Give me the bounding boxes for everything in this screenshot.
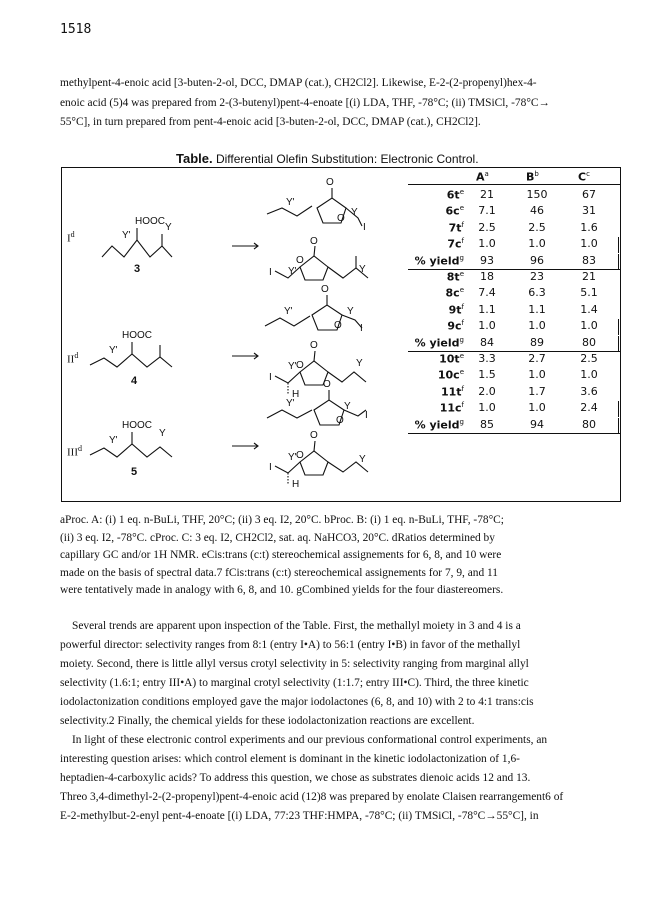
row-label: $8t^e$ xyxy=(446,270,464,284)
body-line: moiety. Second, there is little allyl versus crotyl selectivity in 5: selectivity ranging from marginal allyl xyxy=(60,658,529,670)
table-row xyxy=(408,385,620,401)
table-row xyxy=(408,286,620,302)
entry-label-3: III$^d$ xyxy=(67,444,82,459)
body-text xyxy=(60,617,620,826)
cell-a: 2.5 xyxy=(478,220,496,234)
cell-c: 1.4 xyxy=(580,302,598,316)
right-rule xyxy=(618,319,619,335)
cell-c: 1.0 xyxy=(580,237,598,251)
table-caption-label: Table. xyxy=(176,151,213,166)
carbonyl-oxygen: O xyxy=(321,284,329,295)
ring-oxygen: O xyxy=(296,255,304,266)
row-label: $8c^e$ xyxy=(445,286,464,301)
cell-c: 80 xyxy=(582,335,596,349)
body-line: selectivity.2 Finally, the chemical yields for these iodolactonization reactions are excellent. xyxy=(60,715,475,727)
lactone-ring-11 xyxy=(300,451,328,475)
cell-a: 21 xyxy=(480,188,494,201)
table-row xyxy=(408,221,620,237)
hydrogen-label: H xyxy=(292,479,300,490)
compound-number: 5 xyxy=(131,466,138,478)
column-header-b: $B^b$ xyxy=(526,170,539,184)
row-label: $7c^f$ xyxy=(447,237,464,251)
table-row xyxy=(408,336,620,352)
substituent-label: Y xyxy=(344,401,351,412)
cell-c: 5.1 xyxy=(580,286,598,300)
results-table xyxy=(61,167,621,502)
cell-a: 1.0 xyxy=(478,319,496,333)
cell-c: 83 xyxy=(582,253,596,267)
ring-oxygen: O xyxy=(296,360,304,371)
carbonyl-oxygen: O xyxy=(326,177,334,188)
product-11-chain xyxy=(275,462,300,473)
row-label: $11c^f$ xyxy=(439,401,464,415)
cell-b: 94 xyxy=(530,417,544,431)
row-label: $6c^e$ xyxy=(445,204,464,219)
table-row xyxy=(408,368,620,384)
footnote-line: were tentatively made in analogy with 6, 8, and 10. gCombined yields for the four diastereomers. xyxy=(60,584,504,596)
body-line: Several trends are apparent upon inspection of the Table. First, the methallyl moiety in 3 and 4 is a xyxy=(72,620,521,632)
substituent-label: Y xyxy=(159,428,166,439)
cell-c: 31 xyxy=(582,204,596,218)
substituent-label: Y' xyxy=(109,435,118,446)
cell-b: 1.0 xyxy=(528,368,546,382)
intro-line: 55°C], in turn prepared from pent-4-enoic acid [3-buten-2-ol, DCC, DMAP (cat.), CH2Cl2]. xyxy=(60,116,481,128)
table-caption-text: Differential Olefin Substitution: Electronic Control. xyxy=(215,152,479,166)
right-rule xyxy=(618,401,619,417)
substituent-label: Y xyxy=(351,207,358,218)
header-rule xyxy=(408,184,620,185)
acid-label: HOOC xyxy=(122,330,152,341)
body-line: iodolactonization conditions employed gave the major iodolactones (6, 8, and 10) with 2 to 4:1 trans:cis xyxy=(60,696,534,708)
cell-b: 46 xyxy=(530,204,544,218)
iodine-label: I xyxy=(269,372,272,383)
cell-c: 1.0 xyxy=(580,319,598,333)
cell-c: 1.0 xyxy=(580,368,598,382)
carbonyl-oxygen: O xyxy=(310,430,318,441)
cell-a: 1.0 xyxy=(478,401,496,415)
reaction-scheme xyxy=(62,168,408,501)
body-line: interesting question arises: which control element is dominant in the kinetic iodolactonization of 1,6- xyxy=(60,753,520,765)
body-line: In light of these electronic control experiments and our previous conformational control experiments, an xyxy=(72,734,548,746)
substituent-label: Y' xyxy=(122,230,131,241)
ring-oxygen: O xyxy=(296,450,304,461)
table-row xyxy=(408,418,620,434)
cell-a: 3.3 xyxy=(478,352,496,365)
right-rule xyxy=(618,254,619,270)
cell-a: 1.5 xyxy=(478,368,496,382)
substrate-5-skeleton xyxy=(90,444,172,457)
cell-c: 67 xyxy=(582,188,596,201)
iodine-label: I xyxy=(269,462,272,473)
cell-b: 1.0 xyxy=(528,237,546,251)
table-row xyxy=(408,237,620,253)
cell-a: 1.0 xyxy=(478,237,496,251)
acid-label: HOOC xyxy=(122,420,152,431)
intro-paragraph xyxy=(60,74,620,133)
cell-b: 1.7 xyxy=(528,384,546,398)
compound-number: 3 xyxy=(134,263,141,275)
body-line: powerful director: selectivity ranges from 8:1 (entry I•A) to 56:1 (entry I•B) in favor of the methallyl xyxy=(60,639,521,651)
cell-b: 1.0 xyxy=(528,401,546,415)
table-row xyxy=(408,204,620,220)
ring-oxygen: O xyxy=(336,415,344,426)
cell-a: 7.4 xyxy=(478,286,496,300)
cell-c: 2.5 xyxy=(580,352,598,365)
cell-c: 3.6 xyxy=(580,384,598,398)
iodine-label: I xyxy=(360,323,363,334)
row-label: $6t^e$ xyxy=(446,188,464,202)
table-row xyxy=(408,254,620,270)
cell-a: 2.0 xyxy=(478,384,496,398)
carbonyl-oxygen: O xyxy=(310,236,318,247)
row-label: % yield$^g$ xyxy=(414,417,464,432)
cell-b: 2.5 xyxy=(528,220,546,234)
cell-b: 1.1 xyxy=(528,302,546,316)
substituent-label: Y' xyxy=(288,452,297,463)
substituent-label: Y' xyxy=(286,197,295,208)
right-rule xyxy=(618,237,619,253)
table-row xyxy=(408,188,620,204)
substituent-label: Y' xyxy=(286,398,295,409)
substituent-label: Y' xyxy=(284,306,293,317)
footnote-line: aProc. A: (i) 1 eq. n-BuLi, THF, 20°C; (ii) 3 eq. I2, 20°C. bProc. B: (i) 1 eq. n-BuLi, THF, -78°C; xyxy=(60,514,504,526)
group-rule xyxy=(408,433,620,434)
cell-c: 1.6 xyxy=(580,220,598,234)
column-header-a: $A^a$ xyxy=(476,170,489,184)
substituent-label: Y' xyxy=(288,266,297,277)
body-line: Threo 3,4-dimethyl-2-(2-propenyl)pent-4-enoic acid (12)8 was prepared by enolate Claisen rearrangement6 of xyxy=(60,791,564,803)
cell-a: 18 xyxy=(480,270,494,283)
row-label: $10t^e$ xyxy=(439,352,464,366)
row-label: % yield$^g$ xyxy=(414,335,464,350)
cell-a: 7.1 xyxy=(478,204,496,218)
substituent-label: Y' xyxy=(288,361,297,372)
cell-c: 2.4 xyxy=(580,401,598,415)
cell-c: 21 xyxy=(582,270,596,283)
substituent-label: Y xyxy=(359,264,366,275)
cell-a: 1.1 xyxy=(478,302,496,316)
substituent-label: Y xyxy=(356,358,363,369)
table-row xyxy=(408,270,620,286)
right-rule xyxy=(618,336,619,352)
table-row xyxy=(408,352,620,368)
cell-b: 6.3 xyxy=(528,286,546,300)
cell-b: 2.7 xyxy=(528,352,546,365)
table-caption xyxy=(176,151,479,166)
cell-b: 89 xyxy=(530,335,544,349)
intro-line: methylpent-4-enoic acid [3-buten-2-ol, DCC, DMAP (cat.), CH2Cl2]. Likewise, E-2-(2-propenyl)hex-4- xyxy=(60,77,537,89)
cell-b: 1.0 xyxy=(528,319,546,333)
row-label: $10c^e$ xyxy=(437,368,464,383)
hydrogen-label: H xyxy=(292,389,300,400)
cell-a: 85 xyxy=(480,417,494,431)
table-row xyxy=(408,303,620,319)
carbonyl-oxygen: O xyxy=(323,379,331,390)
footnote-line: (ii) 3 eq. I2, -78°C. cProc. C: 3 eq. I2, CH2Cl2, sat. aq. NaHCO3, 20°C. dRatios determined by xyxy=(60,531,495,544)
product-8-chain xyxy=(265,316,310,326)
column-header-c: $C^c$ xyxy=(578,170,590,184)
cell-a: 84 xyxy=(480,335,494,349)
row-label: $9c^f$ xyxy=(447,319,464,333)
body-line: heptadien-4-carboxylic acids? To address this question, we chose as substrates dienoic acids 12 and 13. xyxy=(60,772,531,784)
iodine-label: I xyxy=(365,410,368,421)
cell-a: 93 xyxy=(480,253,494,267)
table-row xyxy=(408,401,620,417)
substituent-label: Y xyxy=(359,454,366,465)
iodine-label: I xyxy=(269,267,272,278)
footnote-line: made on the basis of spectral data.7 fCis:trans (c:t) stereochemical assignements for 7, 9, and 11 xyxy=(60,566,498,579)
substituent-label: Y xyxy=(165,222,172,233)
cell-b: 23 xyxy=(530,270,544,283)
table-row xyxy=(408,319,620,335)
footnote-line: capillary GC and/or 1H NMR. eCis:trans (c:t) stereochemical assignements for 6, 8, and 10 were xyxy=(60,549,502,561)
iodine-label: I xyxy=(363,222,366,233)
row-label: % yield$^g$ xyxy=(414,253,464,268)
body-line: selectivity (1.6:1; entry III•A) to marginal crotyl selectivity (1:1.7; entry III•C). Third, the three kinetic xyxy=(60,677,529,689)
table-footnotes xyxy=(60,512,620,600)
intro-line: enoic acid (5)4 was prepared from 2-(3-butenyl)pent-4-enoate [(i) LDA, THF, -78°C; (ii) TMSiCl, -78°C→ xyxy=(60,96,550,109)
entry-label-1: $I^d$ xyxy=(67,230,75,245)
carbonyl-oxygen: O xyxy=(310,340,318,351)
product-10-chain xyxy=(267,410,312,418)
page-number: 1518 xyxy=(60,22,92,37)
substituent-label: Y xyxy=(347,306,354,317)
row-label: $9t^f$ xyxy=(448,302,464,317)
substituent-label: Y' xyxy=(109,345,118,356)
body-line: E-2-methylbut-2-enyl pent-4-enoate [(i) LDA, 77:23 THF:HMPA, -78°C; (ii) TMSiCl, -78°C→55°C], in xyxy=(60,810,539,822)
row-label: $11t^f$ xyxy=(440,384,464,399)
right-rule xyxy=(618,418,619,434)
product-9-chain xyxy=(275,372,300,383)
compound-number: 4 xyxy=(131,375,138,387)
row-label: $7t^f$ xyxy=(448,220,464,235)
acid-label: HOOC xyxy=(135,216,165,227)
lactone-ring-7 xyxy=(300,256,328,280)
cell-b: 96 xyxy=(530,253,544,267)
ring-oxygen: O xyxy=(334,320,342,331)
cell-c: 80 xyxy=(582,417,596,431)
ring-oxygen: O xyxy=(337,213,345,224)
entry-label-2: $II^d$ xyxy=(67,351,79,366)
cell-b: 150 xyxy=(526,188,548,201)
